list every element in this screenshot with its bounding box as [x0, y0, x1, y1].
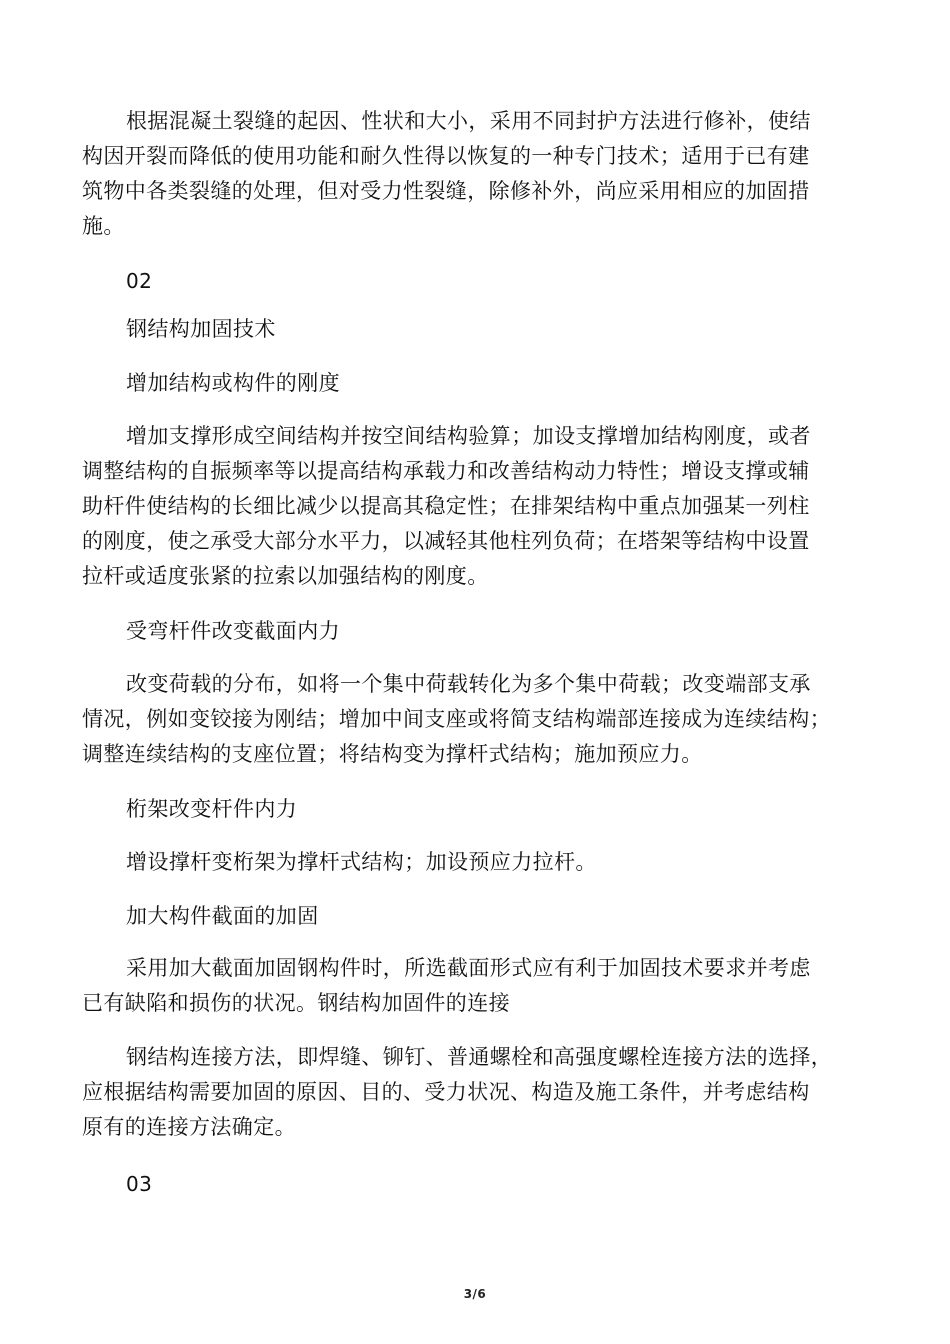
section-number-03: 03: [126, 1172, 153, 1196]
text-line: 情况，例如变铰接为刚结；增加中间支座或将简支结构端部连接成为连续结构；: [82, 707, 831, 731]
text-line: 拉杆或适度张紧的拉索以加强结构的刚度。: [82, 564, 489, 588]
text-line: 施。: [82, 214, 125, 238]
paragraph-connections: [82, 1040, 872, 1145]
text-line: 已有缺陷和损伤的状况。钢结构加固件的连接: [82, 991, 510, 1015]
text-line: 钢结构连接方法，即焊缝、铆钉、普通螺栓和高强度螺栓连接方法的选择，: [126, 1045, 833, 1069]
text-line: 助杆件使结构的长细比减少以提高其稳定性；在排架结构中重点加强某一列柱: [82, 494, 810, 518]
heading-enlarge-section: 加大构件截面的加固: [126, 904, 319, 928]
text-line: 的刚度，使之承受大部分水平力，以减轻其他柱列负荷；在塔架等结构中设置: [82, 529, 810, 553]
text-line: 调整连续结构的支座位置；将结构变为撑杆式结构；施加预应力。: [82, 742, 703, 766]
section-number-02: 02: [126, 269, 153, 293]
heading-bending-members: 受弯杆件改变截面内力: [126, 619, 340, 643]
text-line: 采用加大截面加固钢构件时，所选截面形式应有利于加固技术要求并考虑: [126, 956, 811, 980]
page-number: 3/6: [463, 1287, 487, 1301]
text-line: 构因开裂而降低的使用功能和耐久性得以恢复的一种专门技术；适用于已有建: [82, 144, 810, 168]
text-line: 改变荷载的分布，如将一个集中荷载转化为多个集中荷载；改变端部支承: [126, 672, 811, 696]
paragraph-stiffness: [82, 419, 872, 594]
heading-increase-stiffness: 增加结构或构件的刚度: [126, 371, 340, 395]
heading-truss: 桁架改变杆件内力: [126, 797, 298, 821]
text-line: 筑物中各类裂缝的处理，但对受力性裂缝，除修补外，尚应采用相应的加固措: [82, 179, 810, 203]
text-line: 应根据结构需要加固的原因、目的、受力状况、构造及施工条件，并考虑结构: [82, 1080, 810, 1104]
paragraph-bending-members: [82, 667, 872, 772]
text-line: 根据混凝土裂缝的起因、性状和大小，采用不同封护方法进行修补，使结: [126, 109, 811, 133]
text-line: 调整结构的自振频率等以提高结构承载力和改善结构动力特性；增设支撑或辅: [82, 459, 810, 483]
heading-steel-reinforcement: 钢结构加固技术: [126, 317, 276, 341]
paragraph-enlarge-section: [82, 951, 872, 1021]
text-line: 原有的连接方法确定。: [82, 1115, 296, 1139]
paragraph-concrete-crack-repair: [82, 104, 872, 244]
paragraph-truss: 增设撑杆变桁架为撑杆式结构；加设预应力拉杆。: [126, 850, 597, 874]
text-line: 增加支撑形成空间结构并按空间结构验算；加设支撑增加结构刚度，或者: [126, 424, 811, 448]
